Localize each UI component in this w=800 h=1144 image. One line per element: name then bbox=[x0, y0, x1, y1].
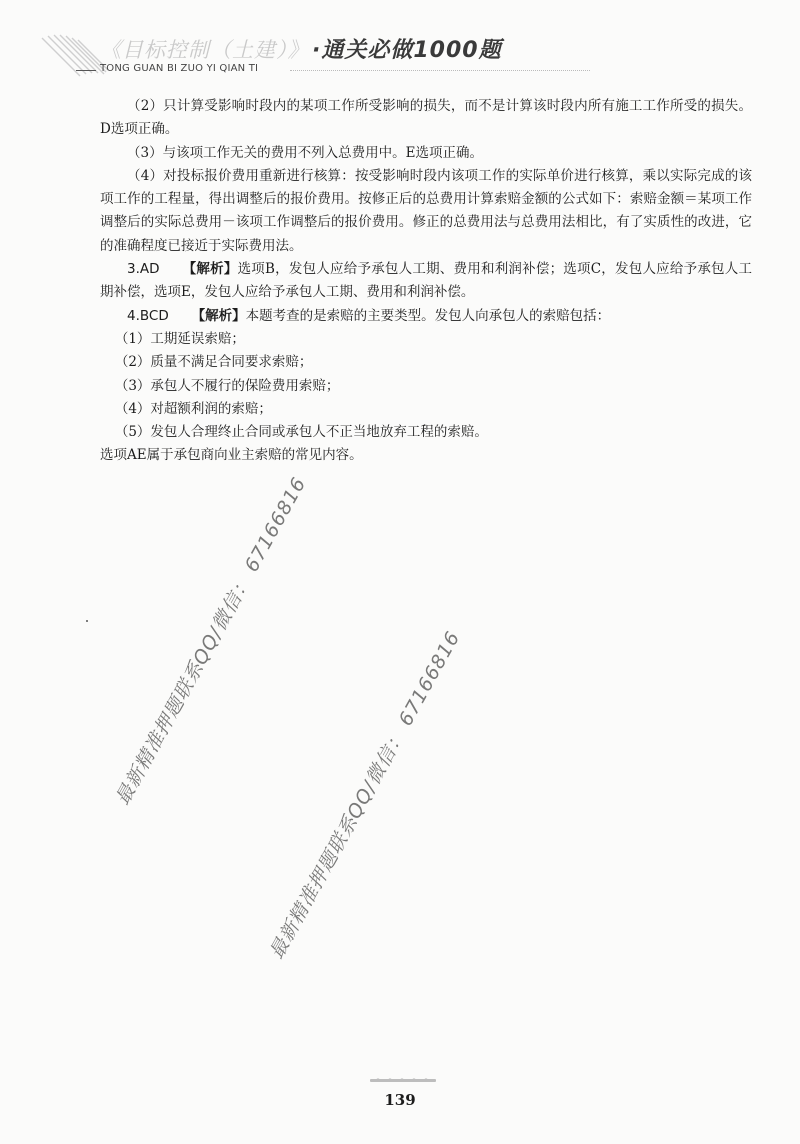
answer-3 bbox=[100, 258, 752, 305]
page-number: 139 bbox=[384, 1091, 416, 1109]
watermark: 最新精准押题联系QQ/微信： 67166816 bbox=[265, 627, 465, 963]
header-dotted-rule bbox=[290, 70, 590, 71]
footer-decoration bbox=[368, 1076, 438, 1084]
list-item: （2）质量不满足合同要求索赔； bbox=[114, 354, 313, 371]
watermark: 最新精准押题联系QQ/微信： 67166816 bbox=[111, 473, 311, 809]
list-item: （5）发包人合理终止合同或承包人不正当地放弃工程的索赔。 bbox=[114, 424, 488, 441]
list-item: （1）工期延误索赔； bbox=[114, 330, 245, 347]
paragraph-4: （4）对投标报价费用重新进行核算：按受影响时段内该项工作的实际单价进行核算，乘以实际完成的该项工作的工程量，得出调整后的报价费用。按修正后的总费用计算索赔金额的公式如下：索赔金额＝某项工作调整后的实际总费用－该项工作调整后的报价费用。修正的总费用法与总费用法相比，有了实质性的改进，它的准确程度已接近于实际费用法。 bbox=[100, 167, 752, 254]
answer-4-text: 本题考查的是索赔的主要类型。发包人向承包人的索赔包括： bbox=[245, 307, 611, 324]
answer-3-key: 3.AD bbox=[127, 261, 160, 278]
paragraph-2: （2）只计算受影响时段内的某项工作所受影响的损失，而不是计算该时段内所有施工工作所受的损失。D选项正确。 bbox=[100, 98, 752, 138]
answer-4 bbox=[100, 305, 752, 328]
closing-line: 选项AE属于承包商向业主索赔的常见内容。 bbox=[100, 447, 363, 464]
header-pinyin: TONG GUAN BI ZUO YI QIAN TI bbox=[100, 63, 259, 74]
page-header bbox=[0, 0, 800, 90]
header-book-title: 《目标控制（土建）》 bbox=[100, 38, 310, 62]
header-rule bbox=[76, 70, 96, 71]
list-item: （3）承包人不履行的保险费用索赔； bbox=[114, 377, 340, 394]
paragraph-3: （3）与该项工作无关的费用不列入总费用中。E选项正确。 bbox=[127, 144, 483, 161]
scan-speck bbox=[86, 620, 88, 622]
header-book-subtitle: ·通关必做1000题 bbox=[312, 38, 502, 63]
list-item: （4）对超额利润的索赔； bbox=[114, 400, 272, 417]
answer-3-flag: 【解析】 bbox=[182, 261, 238, 278]
answer-4-key: 4.BCD bbox=[127, 307, 169, 324]
page-content bbox=[100, 95, 752, 468]
answer-3-text: 选项B，发包人应给予承包人工期、费用和利润补偿；选项C，发包人应给予承包人工期补偿，选项E，发包人应给予承包人工期、费用和利润补偿。 bbox=[100, 261, 753, 301]
answer-4-flag: 【解析】 bbox=[191, 307, 246, 324]
